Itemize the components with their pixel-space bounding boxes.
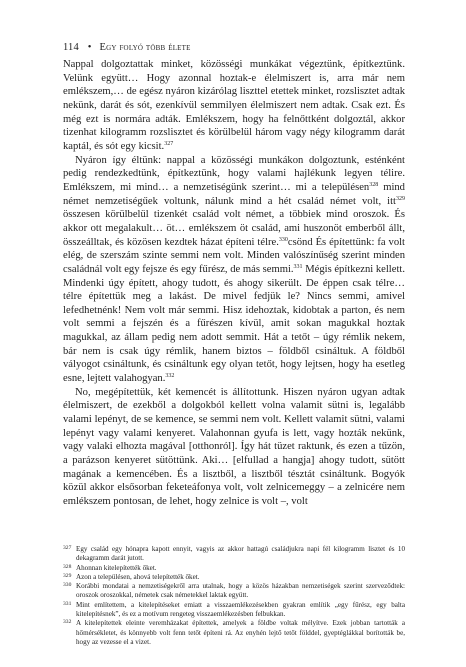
running-header (63, 42, 191, 53)
paragraph-text: Nappal dolgoztattak minket, közösségi munkákat végeztünk, építkeztünk. Velünk együtt… Hogy azonnal hoztak-e élelmiszert is, arra már nem emlékszem,… de egész nyáron kizárólag liszttel etettek minket, rozslisztet adtak nekünk, darát és sót, ezenkívül semmilyen élelmiszert nem adtak. Csak ezt. És még ezt is normára adták. Emlékszem, hogy ha felnőttként dolgoztál, akkor tizenhat kilogramm rozslisztet és körülbelül három vagy négy kilogramm darát kaptál, és sót egy kicsit. (63, 59, 405, 152)
footnote-number: 329 (63, 572, 72, 579)
footnote (63, 545, 405, 564)
footnote-ref: 331 (293, 263, 303, 270)
paragraph-text: Mégis építkezni kellett. Mindenki úgy épített, ahogy tudott, és ahogy sikerült. De éppen csak télre… télre építettük meg a lakást. De mivel fedjük le? Nincs semmi, amivel lefedhetnénk! Nem volt már semmi. Hisz idehoztak, kidobtak a parton, és nem volt semmi a fejszén és a fűrészen kívül, amit sokan magukkal hoztak magukkal, az állam pedig nem adott semmit. Hát a tetőt – úgy rémlik nekem, bár nem is csak úgy rémlik, hanem biztos – földből csináltuk. A földből vályogot csináltunk, és csináltunk egy olyan tetőt, hogy lejtsen, hogy ha esetleg esne, lejtett valahogyan. (63, 263, 405, 385)
footnote (63, 564, 405, 573)
footnote (63, 573, 405, 582)
footnote-number: 327 (63, 545, 72, 551)
body-text (63, 58, 405, 509)
footnote-text: Korábbi mondatai a nemzetiségekről arra utalnak, hogy a közös házakban nemzetiségek szerint szerveződtek: oroszok oroszokkal, németek csak németekkel laktak együtt. (76, 582, 405, 600)
paragraph-text: összesen körülbelül tizenkét család volt német, a többiek mind oroszok. És akkor ott megalakult… öt… emlékszem öt család, ami huszonöt emberből állt, összeálltak, és közösen kezdtek házat építeni télre. (63, 209, 405, 248)
paragraph-text: csönd És építettünk: fa volt elég, de szerszám szinte semmi nem volt. Minden valószínűség szerint minden családnál volt egy fejsze és egy fűrész, de más semmi. (63, 236, 406, 275)
body-paragraph (63, 386, 405, 509)
footnote-number: 332 (63, 619, 72, 626)
footnote-ref: 330 (278, 236, 288, 243)
footnote-text: Ahonnan kitelepítették őket. (76, 563, 157, 572)
body-paragraph (63, 154, 405, 386)
header-separator: • (87, 42, 92, 53)
footnote-ref: 327 (164, 140, 174, 147)
footnote-number: 328 (63, 563, 72, 570)
footnote-text: Azon a településen, ahová telepítették őket. (76, 572, 200, 581)
paragraph-text: Nyáron így éltünk: nappal a közösségi munkákon dolgoztunk, esténként pedig rendezkedtünk, építkeztünk, hogy valami hajlékunk legyen télire. Emlékszem, mi mind… a nemzetiségünk szerint… mi a településen (63, 154, 405, 193)
paragraph-text: mind német nemzetiségűek voltunk, nálunk mind a hét család német volt, itt (63, 181, 405, 207)
footnote-ref: 329 (396, 195, 405, 202)
footnote-text: A kitelepítettek eleinte veremházakat építettek, amelyek a földbe voltak mélyítve. Ezek jobban tartották a hőmérsékletet, és könnyebb volt fenn tetőt építeni rá. Az enyhén lejtő tetőt földdel, gyeptéglákkal borították be, hogy az vezesse el a vizet. (76, 619, 405, 646)
footnote (63, 582, 405, 601)
footnote-text: Egy család egy hónapra kapott ennyit, vagyis az akkor hattagú családjukra napi fél kilogramm lisztet és 10 dekagramm darát jutott. (76, 545, 405, 563)
footnote-number: 330 (63, 582, 72, 589)
footnotes (63, 545, 405, 647)
page-number: 114 (63, 42, 79, 53)
running-title: Egy folyó több élete (99, 42, 191, 53)
paragraph-text: No, megépítettük, két kemencét is állítottunk. Hiszen nyáron ugyan adtak élelmiszert, de ezekből a dolgokból kellett volna valamit sütni is, legalább valami lepényt, de se kemence, se semmi nem volt. Kellett valamit sütni, valami lepényt vagy valami kenyeret. Valahonnan gyufa is lett, vagy hozták nekünk, vagy valaki elhozta magával [otthonról]. Így hát tüzet raktunk, és ezen a tűzön, a parázson kenyeret sütöttünk. Aki… [elfullad a hangja] ahogy tudott, sütött magának a kemencében. És a lisztből, a lisztből tésztát csináltunk. Bogyók közül akkor elsősorban feketeáfonya volt, volt zelnicemeggy – a zelnicére nem emlékszem pontosan, de lehet, hogy zelnice is volt –, volt (63, 386, 405, 507)
footnote-text: Mint említettem, a kitelepítéseket emiatt a visszaemlékezésekben gyakran említik „egy fűrész, egy balta kitelepítésnek”, és ez a motívum rengeteg visszaemlékezésben felbukkan. (76, 600, 405, 619)
body-paragraph (63, 58, 405, 154)
footnote-ref: 332 (165, 373, 175, 380)
footnote-ref: 328 (369, 181, 379, 188)
footnote (63, 601, 405, 620)
footnote (63, 619, 405, 647)
footnote-number: 331 (63, 600, 72, 607)
